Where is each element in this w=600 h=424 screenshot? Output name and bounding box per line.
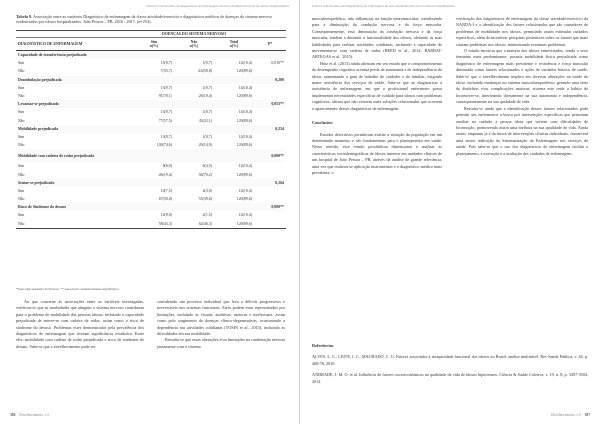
page-number: 397 [584,413,590,417]
running-head: Fatores relacionados aos diagnósticos de enfermagem da área atividade/exercício em idosos hospitalizados [312,4,455,8]
cell-sim [134,100,174,108]
table-row [16,170,286,178]
cell-total [214,51,254,60]
table-group-row [16,149,286,162]
cell-nao [174,203,214,211]
cell-nao: 6(4,5) [202,164,212,169]
group-header: DOENÇAS DO SISTEMA NERVOSO [134,31,254,38]
cell-sim: 13(9,7) [160,85,172,90]
row-label: Não [18,118,25,123]
table-row [16,195,286,203]
cell-p [254,211,286,219]
table-caption [16,14,286,25]
footer-right [551,413,590,417]
cell-sim: 67(50,0) [158,197,172,202]
cell-p [254,67,286,75]
cell-nao: 26(19,4) [198,94,212,99]
cell-nao [174,179,214,187]
cell-nao: 2(1,5) [202,213,212,218]
table-group-row [16,76,286,84]
row-label: Risco de Síndrome do desuso [16,203,134,211]
cell-sim [134,125,174,133]
row-label: Sentar-se prejudicado [16,179,134,187]
cell-total: 120(89,6) [236,197,252,202]
cell-sim: 77(57,5) [158,118,172,123]
conclusions-heading: Conclusões [312,120,333,126]
right-col-2 [456,16,588,157]
table-row [16,92,286,100]
cell-total: 120(89,6) [236,118,252,123]
cell-nao [174,125,214,133]
cell-nao: 53(39,6) [198,197,212,202]
row-label: Não [18,172,25,177]
cell-sim: 12(9,0) [160,213,172,218]
cell-total: 14(10,4) [238,188,252,193]
table-group-row [16,179,286,187]
row-label: Sim [18,85,25,90]
cell-sim: 26(19,4) [158,172,172,177]
cell-sim [134,76,174,84]
cell-total [214,76,254,84]
row-label: Não [18,69,25,74]
caption-label: Tabela 9. [16,14,33,19]
footer-info: Envelhecimento, v.3 [551,413,581,417]
table-group-row [16,203,286,211]
cell-nao: 4(3,0) [202,188,212,193]
table-note: *Teste Qui-quadrado de Pearson. ** Associação estatisticamente significativa. [16,287,120,291]
row-label: Não [16,220,134,229]
table-row [16,162,286,170]
cell-sim: 91(70,1) [158,94,172,99]
references [312,343,588,390]
running-head: Fatores relacionados aos diagnósticos de enfermagem da área atividade/exercício em idosos hospitalizados [146,4,289,8]
paragraph: Ressalta-se que essas alterações e/ou limitações na condenação nervosa juntamente com o sistema [157,337,285,349]
cell-nao: 43(32,1) [198,118,212,123]
cell-sim: 15(9,7) [160,61,172,66]
paragraph: Ao que concerne às associações entre as variáveis investigadas, verificou-se que as morbidades que atingem o sistema nervoso contribuem para o problema de mobilidade das pessoas idosas, incluindo a capacidade prejudicada de mover-se com cadeira de rodas, assim como o risco de síndrome do desuso. Problemas estes demonstrados pela prevalência dos diagnósticos de enfermagem que tiveram significância estatística. Entre eles: mobilidade com cadeira de rodas prejudicada e risco de síndrome do desuso. Sabe-se que o envelhecimento pode ser [16,299,144,349]
row-label: Deambulação prejudicada [16,76,134,84]
row-label: Não [18,143,25,148]
cell-nao [174,76,214,84]
paragraph: Ressalta-se ainda que a identificação desses fatores relacionados pode permitir aos enfermeiros a busca por intervenções específicas que permitam auxiliar no cuidado a pessoa idosa que sofrem com dificuldades de locomoção, promovendo assim uma melhora na sua qualidade de vida. Ainda assim, enquanto já é da busca de intervenções clínicas individuais, favorecerá uma maior indicação da Sistematização da Enfermagem nos serviços de saúde. Pois sabe-se que o uso dos diagnósticos de enfermagem facilita o planejamento, a execução e a avaliação dos cuidados de enfermagem. [456,105,588,156]
cell-sim [134,179,174,187]
cell-total: 120(89,6) [236,143,252,148]
row-label: Não [18,197,25,202]
table-row [16,117,286,125]
cell-total: 14(10,4) [238,85,252,90]
row-label: Mobilidade prejudicada [16,125,134,133]
cell-sim: 7(55,7) [160,69,172,74]
cell-p: 0,053** [254,100,286,108]
cell-p: 0,000** [254,203,286,211]
row-label: Sim [18,164,25,169]
cell-p [254,108,286,116]
paragraph: verificação dos diagnósticos de enfermagem da classe atividade/exercício da NANDA-I e a identificação dos fatores relacionados que são causadores de problemas de mobilidade nos idosos, permitindo assim estimular cuidados específicos, além de incentivar pesquisas posteriores sobre os fatores que mais causam problemas nos idosos, minimizando eventuais problemas. [456,16,588,47]
cell-p [254,220,286,229]
cell-total: 14(10,4) [238,164,252,169]
cell-total [214,179,254,187]
table-row [16,108,286,116]
row-label: Sim [18,110,25,115]
table-body [16,51,286,229]
col-header-diagnosis: DIAGNÓSTICO DE ENFERMAGEM [16,38,134,51]
table-row [16,67,286,75]
table-row [16,59,286,67]
cell-nao [174,149,214,162]
cell-nao: 1(0,7) [202,134,212,139]
cell-p [254,170,286,178]
cell-total: 14(10,4) [238,134,252,139]
row-label: Sim [18,61,25,66]
cell-nao: 1(0,7) [202,85,212,90]
table-row [16,220,286,229]
cell-total: 14(10,4) [238,61,252,66]
references-heading: Referências [312,343,334,348]
cell-total: 14(10,4) [238,213,252,218]
cell-sim: 100(74,6) [156,143,172,148]
cell-nao: 94(70,2) [198,172,212,177]
table-group-row [16,51,286,60]
cell-sim: 10(7,5) [160,188,172,193]
paragraph: O estudo mostrou que a maioria dos idosos entrevistados, sendo o sexo feminino mais predominante, possuía mobilidade física prejudicada como diagnóstico de enfermagem mais prevalente e resistência e força muscular diminuída como fatores relacionados e ações de cuidados básicos de saúde. Sabe-se que o envelhecimento implica em diversas alterações na saúde do idoso, incluindo mudanças no sistema musculoesquelético, gerando uma série de distúrbios e/ou complicações motoras, sistema este onde o hábito de locomover-se, interferindo diretamente na sua autonomia e independência, consequentemente na sua qualidade de vida. [456,48,588,105]
cell-p [254,162,286,170]
cell-nao [174,100,214,108]
page-number: 396 [10,413,16,417]
cell-total: 120(89,6) [214,220,254,229]
table-row [16,141,286,149]
cell-sim [134,149,174,162]
reference-item: ANDRADE, J. M. O. et al. Influência de fatores socioeconômicos na qualidade de vida de idosos hipertensos. Ciência & Saúde Coletiva, v. 19, n. 8, p. 3497-3504, 2014. [312,372,588,384]
caption-text: Associação entre as variáveis Diagnóstico de enfermagem da classe atividade/exercício e diagnósticos médicos de doenças do sistema nervoso evidenciadas por idosos hospitalizados. João Pessoa – PB, 2016 - 2017. (n=254). [16,14,272,25]
col-header-sim: Sim n(%) [134,38,174,51]
cell-p: 0,200 [254,76,286,84]
cell-p [254,117,286,125]
cell-p [254,187,286,195]
row-label: Mobilidade com cadeira de rodas prejudicada [16,149,134,162]
reference-item: ALVES, L. C.; LEITE, I. C.; MACHADO, C. G. Fatores associados à incapacidade funcional dos idosos no Brasil: análise multinível. Rev Saúde Pública, v. 44, p. 468-78, 2010. [312,354,588,366]
cell-sim: 13(9,7) [160,134,172,139]
cell-p [254,133,286,141]
cell-p: 0,010** [271,61,284,66]
table-group-row [16,125,286,133]
row-label: Não [18,94,25,99]
diagnosis-table [16,30,286,229]
paragraph: Estudos descritivos permitiram avaliar a situação da população em um determinado momento e são fundamentais para o planejamento em saúde. Nesse sentido, esse estudo possibilitou dimensionar e analisar as características sociodemográficas de idosos internos em unidades clínicas de um hospital de João Pessoa – PB, através da análise de grande relevância, uma vez que realizou-se aplicação instrumentos e o diagnóstico médico mais prevalente, o [312,131,442,175]
cell-total [214,125,254,133]
footer-left [10,413,49,417]
paragraph: musculoesquelético, irão influenciar na função neuromuscular, contribuindo para a diminuição da condução nervosa e da força muscular. Consequentemente, essa diminuição da condução nervosa e da força muscular, tendem a diminuir a funcionalidade dos idosos, afetando as suas habilidades para realizar atividades cotidianas, incluindo a capacidade de movimentar-se com cadeira de rodas (REED et al., 2014; BARRAT-ARTEGAS et al., 2015). [312,16,442,60]
table-row [16,84,286,92]
cell-p [254,141,286,149]
cell-p: 0,000** [254,149,286,162]
cell-p [254,51,286,60]
cell-nao [174,51,214,60]
cell-sim [134,51,174,60]
cell-total [214,149,254,162]
table-row [16,133,286,141]
table-group-row [16,100,286,108]
cell-total: 120(89,6) [236,94,252,99]
row-label: Levantar-se prejudicado [16,100,134,108]
paragraph: considerado um processo individual que leva a déficits progressivos e irreversíveis nos sistemas funcionais. Estes podem estar representados por limitações, incluindo as visuais, auditivas, motoras e intelectuais, assim como pelo surgimento de doenças clínico-degenerativas, ocasionando a dependência nas atividades cotidianas (TOSIN et al., 2015), incluindo as dificuldades em sua mobilidade. [157,299,285,337]
cell-nao: 62(46,3) [174,220,214,229]
table-row [16,187,286,195]
cell-p: 0,264 [254,179,286,187]
cell-total [214,203,254,211]
cell-sim: 13(9,7) [160,110,172,115]
col-header-p: P* [254,38,286,51]
footer-info: Envelhecimento, v.3 [19,413,49,417]
left-col-1 [16,299,144,350]
cell-sim: 8(6,0) [162,164,172,169]
col-header-nao: Não n(%) [174,38,214,51]
table-row [16,211,286,219]
cell-nao: 1(0,7) [202,110,212,115]
row-label: Sim [18,188,25,193]
cell-nao: 4.6(58,8) [197,69,212,74]
col-header-total: Total n(%) [214,38,254,51]
cell-sim [134,203,174,211]
paragraph: Hotz et al. (2013) ainda afirmam em seu estudo que o comprometimento do desempenho cognitivo acentua perda de autonomia e de independência do idoso, aumentando o grau de trabalho do cuidador e do familiar, exigindo maior assistência dos serviços de saúde. Sabe-se que ao diagnosticar a assistência de enfermagem, em que o profissional enfermeiro possa implementar necessidades específicas de cuidado para idosos com problemas cognitivos, afirma que não existem mais soluções relacionadas que ocorrem o aparecimento desses diagnósticos de enfermagem. [312,60,442,111]
cell-p [254,195,286,203]
cell-nao: 1(0,7) [202,61,212,66]
left-col-2 [157,299,285,350]
right-col-1 [312,16,442,176]
cell-total: 14(10,4) [238,110,252,115]
cell-p [254,84,286,92]
cell-total: 120(89,6) [236,69,252,74]
cell-total: 120(89,6) [236,172,252,177]
row-label: Sim [18,213,25,218]
row-label: Sim [18,134,25,139]
row-label: Capacidade de transferência prejudicada [16,51,134,60]
cell-total [214,100,254,108]
cell-p: 0,254 [254,125,286,133]
cell-nao: 20(14,9) [198,143,212,148]
cell-sim: 58(43,3) [134,220,174,229]
right-page [300,0,600,424]
cell-p [254,92,286,100]
